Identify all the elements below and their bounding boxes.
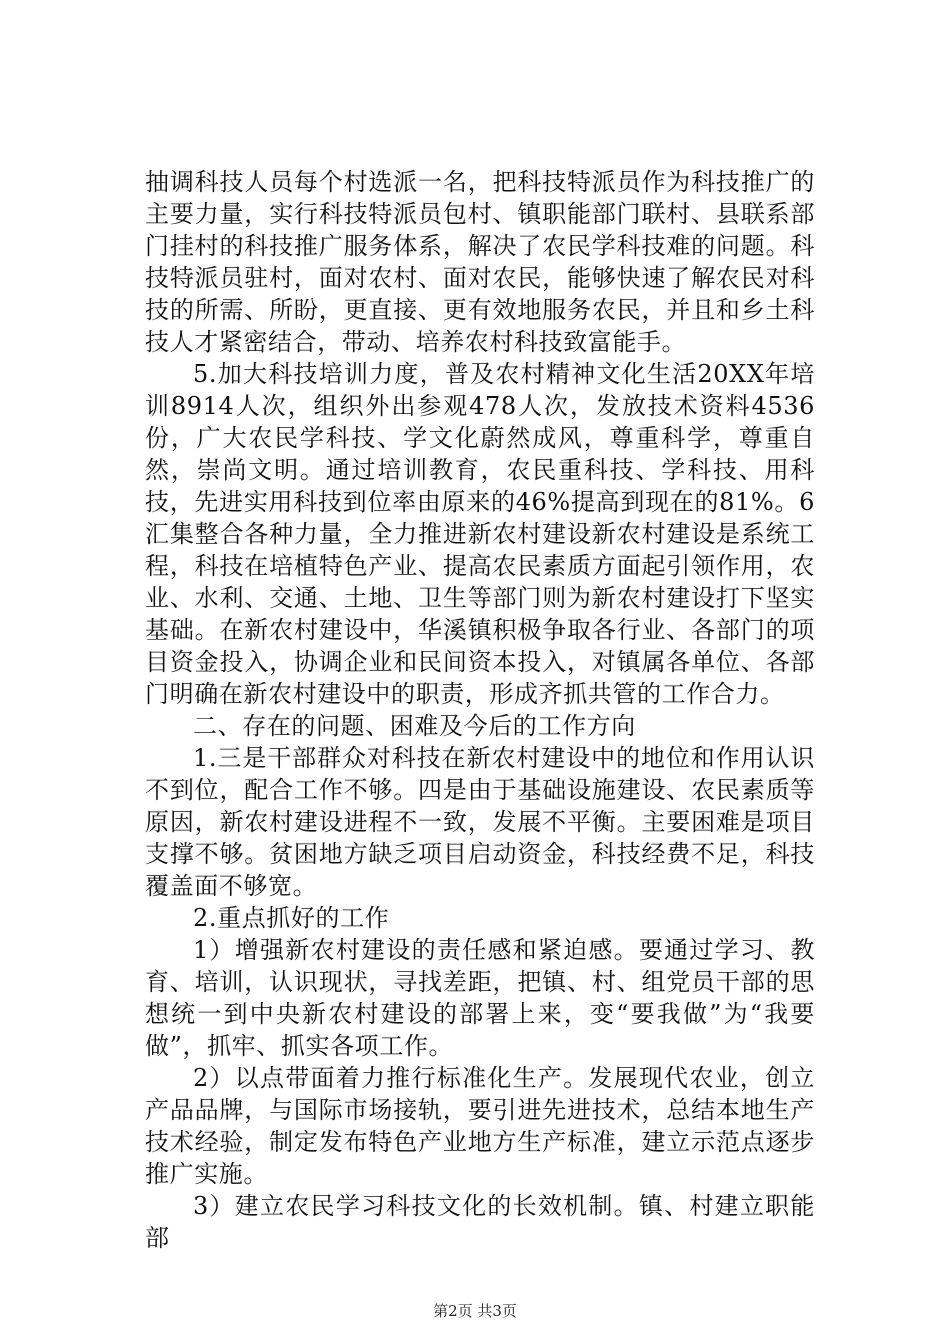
- document-body: [145, 166, 815, 1254]
- paragraph-work-item-3: 3）建立农民学习科技文化的长效机制。镇、村建立职能部: [145, 1192, 815, 1252]
- paragraph-work-item-2: 2）以点带面着力推行标准化生产。发展现代农业，创立产品品牌，与国际市场接轨，要引进先进技术，总结本地生产技术经验，制定发布特色产业地方生产标准，建立示范点逐步推广实施。: [145, 1064, 815, 1188]
- paragraph-work-item-1: 1）增强新农村建设的责任感和紧迫感。要通过学习、教育、培训，认识现状，寻找差距，把镇、村、组党员干部的思想统一到中央新农村建设的部署上来，变“要我做”为“我要做”，抓牢、抓实各项工作。: [145, 936, 815, 1060]
- paragraph-problems: 1.三是干部群众对科技在新农村建设中的地位和作用认识不到位，配合工作不够。四是由于基础设施建设、农民素质等原因，新农村建设进程不一致，发展不平衡。主要困难是项目支撑不够。贫困地方缺乏项目启动资金，科技经费不足，科技覆盖面不够宽。: [145, 744, 815, 900]
- page-footer: 第2页 共3页: [433, 1302, 517, 1320]
- section-heading-problems: 二、存在的问题、困难及今后的工作方向: [193, 712, 636, 740]
- paragraph-tech-envoy: 抽调科技人员每个村选派一名，把科技特派员作为科技推广的主要力量，实行科技特派员包村、镇职能部门联村、县联系部门挂村的科技推广服务体系，解决了农民学科技难的问题。科技特派员驻村，面对农村、面对农民，能够快速了解农民对科技的所需、所盼，更直接、更有效地服务农民，并且和乡土科技人才紧密结合，带动、培养农村科技致富能手。: [145, 168, 815, 356]
- subheading-key-work: 2.重点抓好的工作: [193, 904, 390, 932]
- paragraph-training: 5.加大科技培训力度，普及农村精神文化生活20XX年培训8914人次，组织外出参观478人次，发放技术资料4536份，广大农民学科技、学文化蔚然成风，尊重科学，尊重自然，崇尚文明。通过培训教育，农民重科技、学科技、用科技，先进实用科技到位率由原来的46%提高到现在的81%。6汇集整合各种力量，全力推进新农村建设新农村建设是系统工程，科技在培植特色产业、提高农民素质方面起引领作用，农业、水利、交通、土地、卫生等部门则为新农村建设打下坚实基础。在新农村建设中，华溪镇积极争取各行业、各部门的项目资金投入，协调企业和民间资本投入，对镇属各单位、各部门明确在新农村建设中的职责，形成齐抓共管的工作合力。: [145, 360, 815, 708]
